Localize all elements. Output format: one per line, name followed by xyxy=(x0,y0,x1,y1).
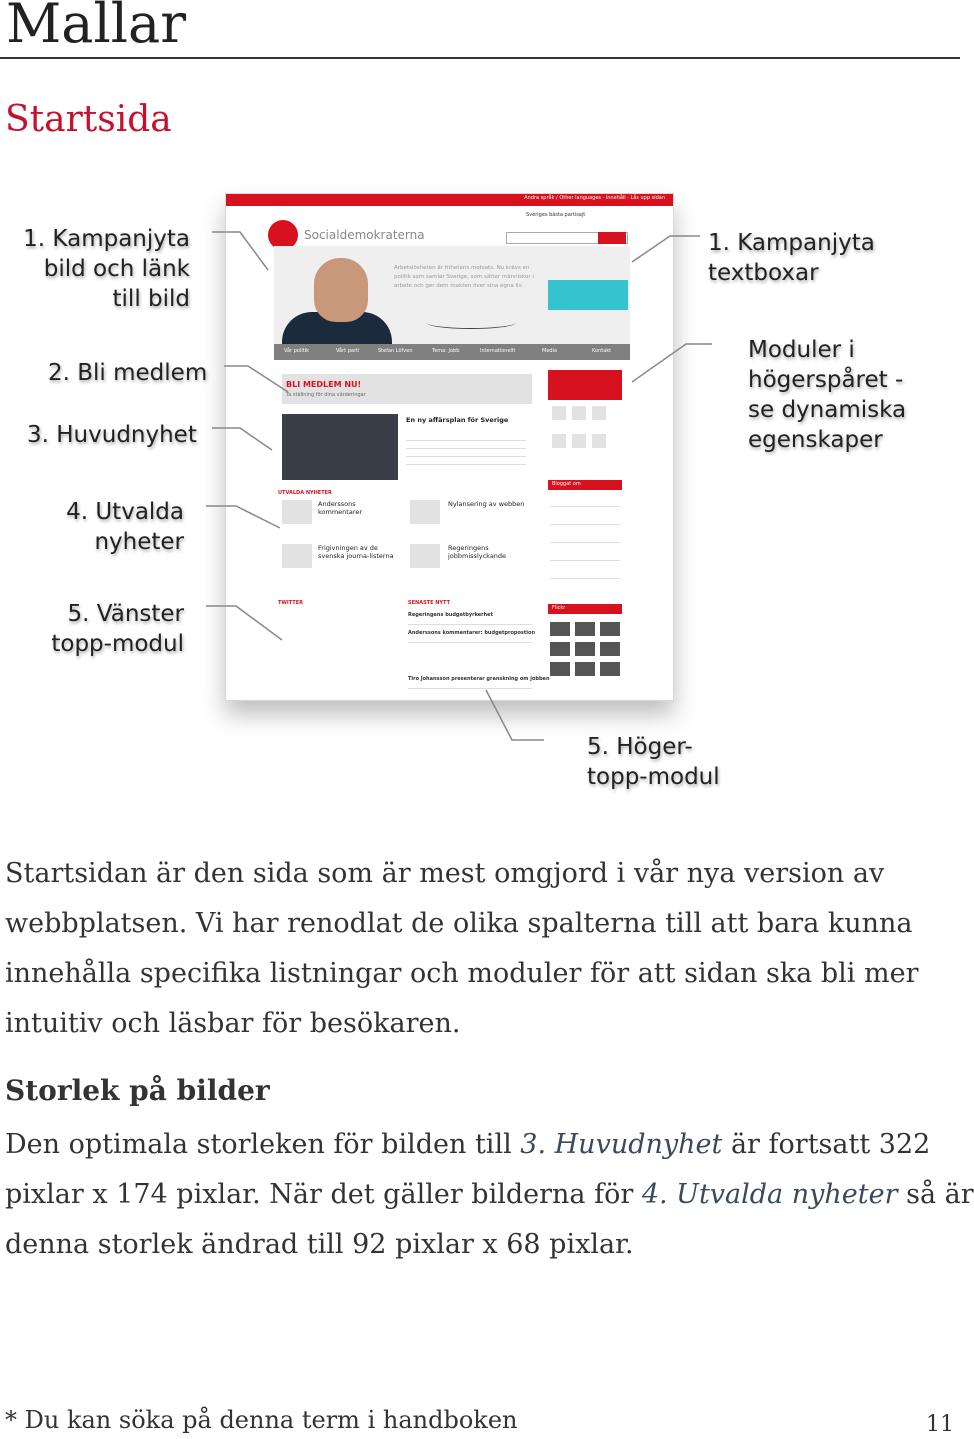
mock-nav-item: Tema: Jobb xyxy=(432,348,460,354)
mock-tagline: Sveriges bästa partisajt xyxy=(526,212,586,218)
mock-nav-item: Internationellt xyxy=(480,348,516,354)
body-paragraph-line: webbplatsen. Vi har renodlat de olika spalterna till att bara kunna xyxy=(5,908,913,939)
mock-latest-item: Regeringens budgetbyrkerhet xyxy=(408,612,493,618)
annotation-right-top-module: 5. Höger- topp-modul xyxy=(587,734,720,790)
annotation-become-member: 2. Bli medlem xyxy=(48,360,208,386)
term-main-news: 3. Huvudnyhet xyxy=(520,1129,723,1160)
mock-nav-item: Media xyxy=(542,348,558,354)
mock-news-title: Regeringens jobbmisslyckande xyxy=(448,544,507,561)
annotation-campaign-textboxes: 1. Kampanjyta textboxar xyxy=(708,230,875,286)
page-title: Mallar xyxy=(6,0,187,55)
mock-campaign-text: Arbetslösheten är frihetens motsats. Nu krävs en politik som samlar Sverige, som sätter människor i arbete och ger dem makten över sina egna liv. xyxy=(394,265,534,289)
mock-twitter-label: TWITTER xyxy=(278,600,303,606)
annotation-right-modules: Moduler i högerspåret - se dynamiska egenskaper xyxy=(748,337,907,453)
mock-nav-item: Vårt parti xyxy=(336,348,360,354)
mock-nav-item: Kontakt xyxy=(592,348,612,354)
image-size-paragraph-line: Den optimala storleken för bilden till 3. Huvudnyhet är fortsatt 322 xyxy=(5,1129,931,1160)
mock-nav-item: Vår politik xyxy=(284,348,309,354)
mock-nav-item: Stefan Löfven xyxy=(378,348,413,354)
term-featured-news: 4. Utvalda nyheter xyxy=(641,1179,898,1210)
body-paragraph-line: Startsidan är den sida som är mest omgjord i vår nya version av xyxy=(5,858,885,889)
mock-news-title: Nylansering av webben xyxy=(448,500,525,508)
annotation-left-top-module: 5. Vänster topp-modul xyxy=(51,601,184,657)
section-title: Startsida xyxy=(5,99,172,140)
mock-main-news-title: En ny affärsplan för Sverige xyxy=(406,416,509,424)
mock-blog-label: Bloggat om xyxy=(552,481,581,487)
body-paragraph-line: innehålla specifika listningar och moduler för att sidan ska bli mer xyxy=(5,958,919,989)
body-paragraph-line: intuitiv och läsbar för besökaren. xyxy=(5,1008,461,1039)
mock-news-title: Frigivningen av de svenska journa-listerna xyxy=(318,544,394,561)
image-size-paragraph-line: pixlar x 174 pixlar. När det gäller bilderna för 4. Utvalda nyheter så är xyxy=(5,1179,974,1210)
mock-latest-label: SENASTE NYTT xyxy=(408,600,450,606)
mock-flickr-label: Flickr xyxy=(552,605,566,611)
mock-latest-item: Anderssons kommentarer: budgetpropostion xyxy=(408,630,535,636)
image-size-heading: Storlek på bilder xyxy=(5,1074,270,1107)
mock-news-title: Anderssons kommentarer xyxy=(318,500,363,517)
mock-member-title: BLI MEDLEM NU! xyxy=(286,380,362,389)
annotation-featured-news: 4. Utvalda nyheter xyxy=(66,499,184,555)
footnote: * Du kan söka på denna term i handboken xyxy=(5,1406,518,1434)
image-size-paragraph-line: denna storlek ändrad till 92 pixlar x 68 pixlar. xyxy=(5,1229,634,1260)
mock-featured-label: UTVALDA NYHETER xyxy=(278,490,332,496)
mock-logo-text: Socialdemokraterna xyxy=(304,228,425,242)
annotation-main-news: 3. Huvudnyhet xyxy=(27,422,197,448)
page-number: 11 xyxy=(926,1412,954,1437)
mock-top-links: Andra språk / Other languages · Innehåll · Lås upp sidan xyxy=(524,195,665,201)
mock-member-sub: Ta ställning för dina värderingar xyxy=(286,392,366,398)
mock-latest-item: Tiro Johansson presenterar granskning om jobben xyxy=(408,676,550,682)
annotation-campaign-image: 1. Kampanjyta bild och länk till bild xyxy=(23,226,190,312)
